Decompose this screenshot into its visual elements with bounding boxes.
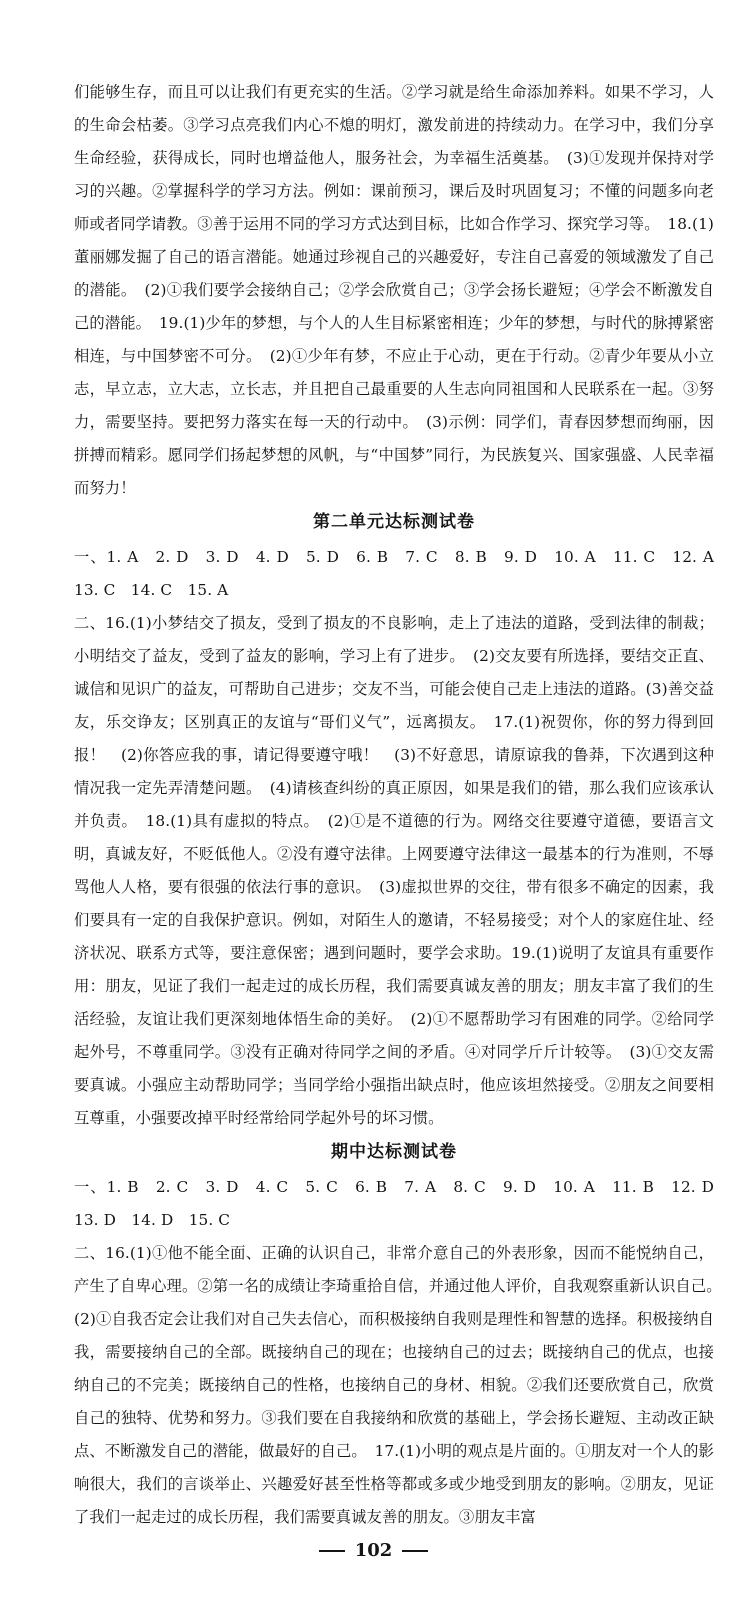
section-1-answers: 们能够生存，而且可以让我们有更充实的生活。②学习就是给生命添加养料。如果不学习，人的生命会枯萎。③学习点亮我们内心不熄的明灯，激发前进的持续动力。在学习中，我们分享生命经验，获得成长，同时也增益他人，服务社会，为幸福生活奠基。 (3)①发现并保持对学习的兴趣。②掌握科学的学习方法。例如：课前预习，课后及时巩固复习；不懂的问题多向老师或者同学请教。③善于运用不同的学习方式达到目标，比如合作学习、探究学习等。 18.(1)董丽娜发掘了自己的语言潜能。她通过珍视自己的兴趣爱好，专注自己喜爱的领域激发了自己的潜能。 (2)①我们要学会接纳自己；②学会欣赏自己；③学会扬长避短；④学会不断激发自己的潜能。 19.(1)少年的梦想，与个人的人生目标紧密相连；少年的梦想，与时代的脉搏紧密相连，与中国梦密不可分。 (2)①少年有梦，不应止于心动，更在于行动。②青少年要从小立志，早立志，立大志，立长志，并且把自己最重要的人生志向同祖国和人民联系在一起。③努力，需要坚持。要把努力落实在每一天的行动中。 (3)示例：同学们，青春因梦想而绚丽，因拼搏而精彩。愿同学们扬起梦想的风帆，与“中国梦”同行，为民族复兴、国家强盛、人民幸福而努力！ bbox=[74, 83, 714, 497]
page-footer bbox=[0, 1540, 747, 1561]
section-3-choice-answers: 一、1. B 2. C 3. D 4. C 5. C 6. B 7. A 8. C 9. D 10. A 11. B 12. D 13. D 14. D 15. C bbox=[74, 1178, 730, 1229]
section-2-choice-answers: 一、1. A 2. D 3. D 4. D 5. D 6. B 7. C 8. B 9. D 10. A 11. C 12. A 13. C 14. C 15. A bbox=[74, 548, 730, 599]
section-3-essay-answers: 二、16.(1)①他不能全面、正确的认识自己，非常介意自己的外表形象，因而不能悦纳自己，产生了自卑心理。②第一名的成绩让李琦重拾自信，并通过他人评价，自我观察重新认识自己。 (2)①自我否定会让我们对自己失去信心，而积极接纳自我则是理性和智慧的选择。积极接纳自我，需要接纳自己的全部。既接纳自己的现在；也接纳自己的过去；既接纳自己的优点，也接纳自己的不完美；既接纳自己的性格，也接纳自己的身材、相貌。②我们还要欣赏自己，欣赏自己的独特、优势和努力。③我们要在自我接纳和欣赏的基础上，学会扬长避短、主动改正缺点、不断激发自己的潜能，做最好的自己。 17.(1)小明的观点是片面的。①朋友对一个人的影响很大，我们的言谈举止、兴趣爱好甚至性格等都或多或少地受到朋友的影响。②朋友，见证了我们一起走过的成长历程，我们需要真诚友善的朋友。③朋友丰富 bbox=[74, 1244, 730, 1526]
answer-page bbox=[74, 76, 730, 1534]
left-dash bbox=[319, 1550, 345, 1552]
right-dash bbox=[402, 1550, 428, 1552]
page-number: 102 bbox=[354, 1540, 393, 1561]
section-2-title: 第二单元达标测试卷 bbox=[313, 512, 475, 532]
section-3-title: 期中达标测试卷 bbox=[331, 1142, 457, 1162]
section-2-essay-answers: 二、16.(1)小梦结交了损友，受到了损友的不良影响，走上了违法的道路，受到法律的制裁；小明结交了益友，受到了益友的影响，学习上有了进步。 (2)交友要有所选择，要结交正直、诚信和见识广的益友，可帮助自己进步；交友不当，可能会使自己走上违法的道路。(3)善交益友，乐交诤友；区别真正的友谊与“哥们义气”，远离损友。 17.(1)祝贺你，你的努力得到回报！ (2)你答应我的事，请记得要遵守哦！ (3)不好意思，请原谅我的鲁莽，下次遇到这种情况我一定先弄清楚问题。 (4)请核查纠纷的真正原因，如果是我们的错，那么我们应该承认并负责。 18.(1)具有虚拟的特点。 (2)①是不道德的行为。网络交往要遵守道德，要语言文明，真诚友好，不贬低他人。②没有遵守法律。上网要遵守法律这一最基本的行为准则，不辱骂他人人格，要有很强的依法行事的意识。 (3)虚拟世界的交往，带有很多不确定的因素，我们要具有一定的自我保护意识。例如，对陌生人的邀请，不轻易接受；对个人的家庭住址、经济状况、联系方式等，要注意保密；遇到问题时，要学会求助。19.(1)说明了友谊具有重要作用：朋友，见证了我们一起走过的成长历程，我们需要真诚友善的朋友；朋友丰富了我们的生活经验，友谊让我们更深刻地体悟生命的美好。 (2)①不愿帮助学习有困难的同学。②给同学起外号，不尊重同学。③没有正确对待同学之间的矛盾。④对同学斤斤计较等。 (3)①交友需要真诚。小强应主动帮助同学；当同学给小强指出缺点时，他应该坦然接受。②朋友之间要相互尊重，小强要改掉平时经常给同学起外号的坏习惯。 bbox=[74, 614, 714, 1127]
